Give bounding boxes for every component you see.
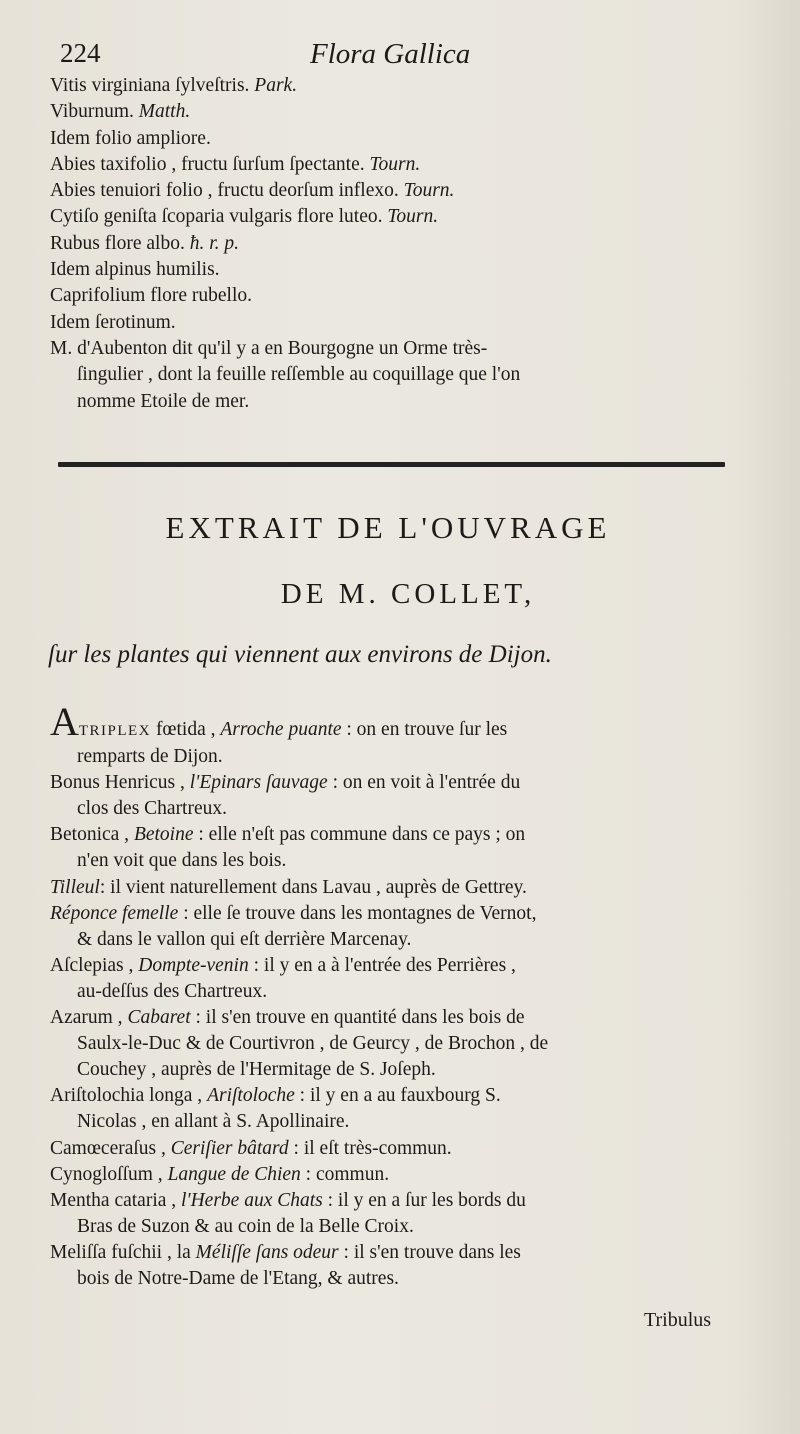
list-item: Ariſtolochia longa , Ariſtoloche : il y en a au fauxbourg S. Nicolas , en allant à S. Apollinaire. bbox=[50, 1085, 501, 1133]
list-item: Cynogloſſum , Langue de Chien : commun. bbox=[50, 1163, 390, 1185]
list-item: Betonica , Betoine : elle n'eſt pas commune dans ce pays ; on n'en voit que dans les bois. bbox=[50, 824, 526, 872]
list-item: Abies tenuiori folio , fructu deorſum inflexo. Tourn. bbox=[50, 180, 455, 202]
list-item: Idem alpinus humilis. bbox=[50, 259, 220, 281]
list-item: Meliſſa fuſchii , la Méliſſe ſans odeur : il s'en trouve dans les bois de Notre-Dame de l'Etang, & autres. bbox=[50, 1241, 521, 1289]
list-item: Camœceraſus , Ceriſier bâtard : il eſt très-commun. bbox=[50, 1137, 452, 1159]
list-item: Caprifolium flore rubello. bbox=[50, 285, 252, 307]
list-item: Aſclepias , Dompte-venin : il y en a à l'entrée des Perrières , au-deſſus des Chartreux. bbox=[50, 954, 516, 1002]
running-title: Flora Gallica bbox=[310, 38, 471, 70]
list-item: Cytiſo geniſta ſcoparia vulgaris flore luteo. Tourn. bbox=[50, 206, 439, 228]
note-line: ſingulier , dont la feuille reſſemble au coquillage que l'on bbox=[77, 364, 521, 386]
page-edge-shading bbox=[730, 0, 800, 1434]
section-divider bbox=[58, 462, 725, 467]
plant-entries bbox=[50, 699, 740, 1292]
list-item: Abies taxifolio , fructu ſurſum ſpectante. Tourn. bbox=[50, 153, 421, 175]
list-item: Mentha cataria , l'Herbe aux Chats : il y en a ſur les bords du Bras de Suzon & au coin de la Belle Croix. bbox=[50, 1189, 526, 1237]
section-title: EXTRAIT DE L'OUVRAGE bbox=[165, 510, 611, 545]
note-line: M. d'Aubenton dit qu'il y a en Bourgogne un Orme très- bbox=[50, 337, 488, 359]
list-item: Idem ſerotinum. bbox=[50, 311, 176, 333]
list-item: Viburnum. Matth. bbox=[50, 101, 191, 123]
page-header bbox=[60, 38, 740, 78]
drop-cap: A bbox=[50, 699, 79, 744]
list-item: Bonus Henricus , l'Epinars ſauvage : on en voit à l'entrée du clos des Chartreux. bbox=[50, 772, 521, 820]
page-number: 224 bbox=[60, 38, 101, 68]
list-item: Vitis virginiana ſylveſtris. Park. bbox=[50, 75, 298, 96]
note-line: nomme Etoile de mer. bbox=[77, 390, 250, 412]
section-subtitle: ſur les plantes qui viennent aux environs de Dijon. bbox=[48, 641, 552, 668]
list-item: Idem folio ampliore. bbox=[50, 127, 211, 149]
list-item: Réponce femelle : elle ſe trouve dans les montagnes de Vernot, & dans le vallon qui eſt derrière Marcenay. bbox=[50, 902, 537, 950]
list-item: ATRIPLEX fœtida , Arroche puante : on en trouve ſur les remparts de Dijon. bbox=[50, 699, 508, 768]
catchword: Tribulus bbox=[644, 1309, 712, 1331]
section-title-author: DE M. COLLET, bbox=[280, 578, 536, 610]
list-item: Tilleul: il vient naturellement dans Lavau , auprès de Gettrey. bbox=[50, 876, 527, 898]
plant-list bbox=[50, 73, 740, 415]
list-item: Azarum , Cabaret : il s'en trouve en quantité dans les bois de Saulx-le-Duc & de Courtivron , de Geurcy , de Brochon , de Couchey , auprès de l'Hermitage de S. Joſeph. bbox=[50, 1007, 549, 1081]
list-item: Rubus flore albo. ħ. r. p. bbox=[50, 232, 240, 254]
